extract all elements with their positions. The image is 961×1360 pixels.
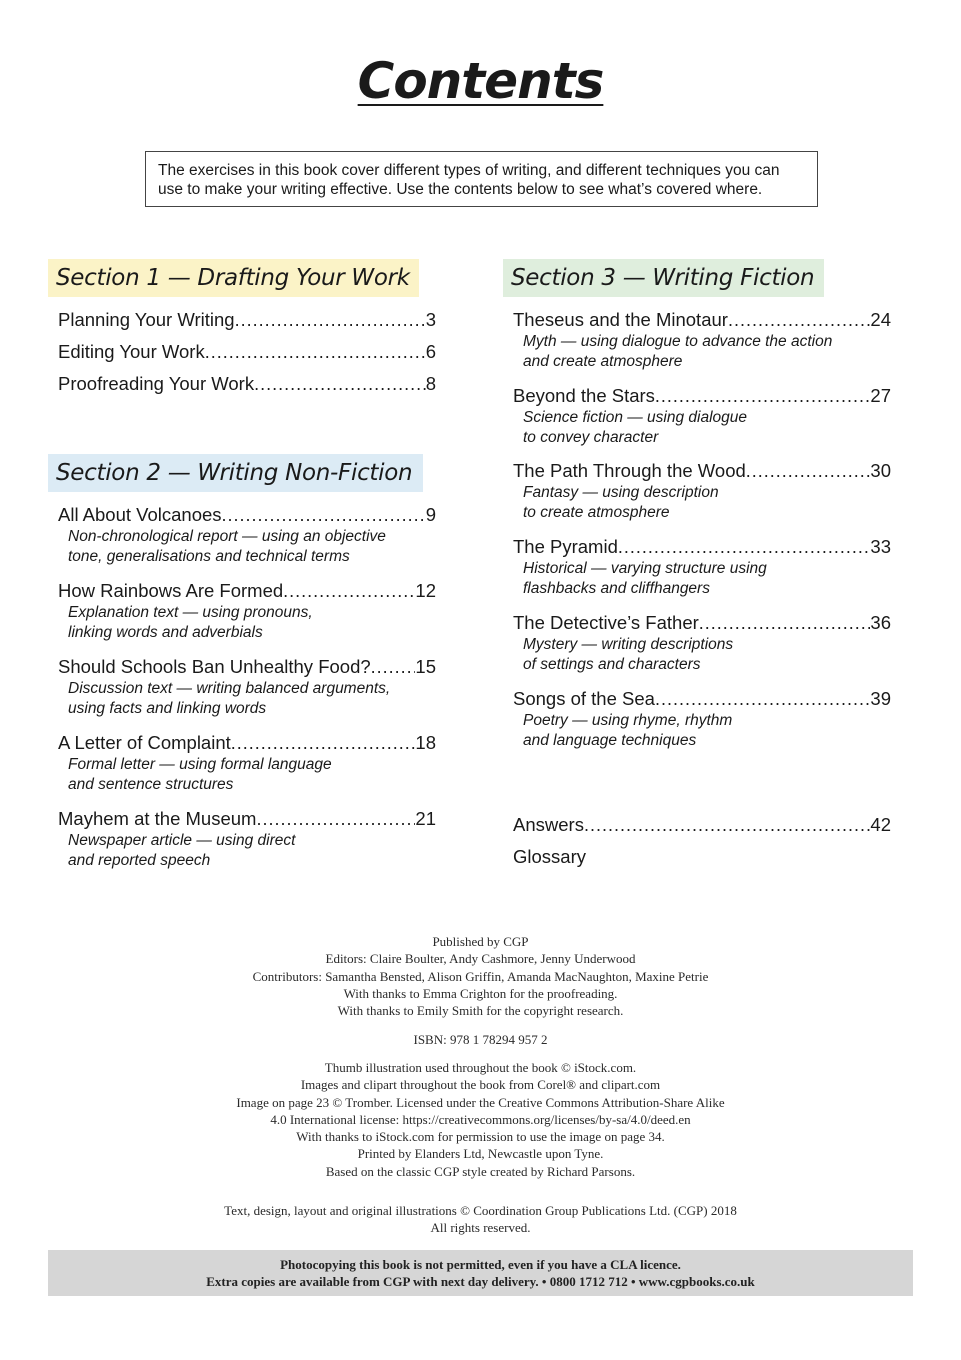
intro-line-2: use to make your writing effective. Use the contents below to see what’s covered where. [158,181,763,198]
entry-page: 21 [415,808,436,829]
entry-page: 30 [870,460,891,481]
entry-description: Poetry — using rhyme, rhythm and language techniques [523,712,733,749]
leader-dots [254,373,426,395]
entry-title: All About Volcanoes [58,504,222,525]
entry-page: 18 [415,732,436,753]
entry-title: A Letter of Complaint [58,732,231,753]
toc-entry[interactable] [58,309,436,331]
leader-dots [283,580,415,602]
section-3-heading: Section 3 — Writing Fiction [503,259,824,297]
entry-description: Fantasy — using description to create atmosphere [523,484,719,521]
footer-line-2: Extra copies are available from CGP with next day delivery. • 0800 1712 712 • www.cgpbooks.co.uk [206,1274,755,1289]
toc-entry-answers[interactable] [513,814,891,836]
toc-entry[interactable] [58,732,436,794]
entry-title: The Pyramid [513,536,618,557]
entry-description: Mystery — writing descriptions of settings and characters [523,636,734,673]
entry-description: Historical — varying structure using flashbacks and cliffhangers [523,560,767,597]
leader-dots [584,814,870,836]
entry-title: Planning Your Writing [58,309,235,330]
entry-description: Myth — using dialogue to advance the action and create atmosphere [523,333,833,370]
credits-block-1: Published by CGP Editors: Claire Boulter, Andy Cashmore, Jenny Underwood Contributors: Samantha Bensted, Alison Griffin, Amanda MacNaughton, Maxine Petrie With thanks to Emma Crighton for the proofreading. With thanks to Emily Smith for the copyright research. [252,934,709,1019]
entry-page: 12 [415,580,436,601]
footer-band [48,1250,913,1296]
entry-title: Answers [513,814,584,835]
entry-title: Theseus and the Minotaur [513,309,728,330]
toc-entry[interactable] [513,385,891,447]
entry-description: Formal letter — using formal language and sentence structures [68,756,332,793]
leader-dots [205,341,426,363]
entry-description: Discussion text — writing balanced arguments, using facts and linking words [68,680,391,717]
entry-title: Songs of the Sea [513,688,655,709]
intro-line-1: The exercises in this book cover different types of writing, and different techniques you can [158,162,780,179]
entry-page: 39 [870,688,891,709]
entry-page: 15 [415,656,436,677]
leader-dots [256,808,415,830]
isbn: ISBN: 978 1 78294 957 2 [413,1032,548,1047]
entry-page: 8 [425,373,436,394]
leader-dots [618,536,871,558]
entry-title: How Rainbows Are Formed [58,580,284,601]
entry-description: Explanation text — using pronouns, linking words and adverbials [68,604,313,641]
entry-description: Science fiction — using dialogue to convey character [523,409,748,446]
toc-entry[interactable] [513,460,891,522]
toc-entry[interactable] [58,656,436,718]
entry-page: 9 [425,504,436,525]
toc-entry[interactable] [58,580,436,642]
leader-dots [222,504,426,526]
leader-dots [728,309,870,331]
toc-entry[interactable] [58,504,436,566]
toc-entry[interactable] [58,341,436,363]
page-title: Contents [357,52,604,110]
leader-dots [231,732,416,754]
credits-block-3: Text, design, layout and original illustrations © Coordination Group Publications Ltd. (CGP) 2018 All rights reserved. [224,1203,737,1236]
credits-block-2: Thumb illustration used throughout the book © iStock.com. Images and clipart throughout the book from Corel® and clipart.com Image on page 23 © Tromber. Licensed under the Creative Commons Attribution-Share Alike 4.0 International license: https://creativecommons.org/licenses/by-sa/4.0/deed.en With thanks to iStock.com for permission to use the image on page 34. Printed by Elanders Ltd, Newcastle upon Tyne. Based on the classic CGP style created by Richard Parsons. [236,1060,725,1179]
entry-page: 36 [870,612,891,633]
section-2-heading: Section 2 — Writing Non-Fiction [48,454,423,492]
entry-title: Glossary [513,846,586,867]
leader-dots [655,688,870,710]
leader-dots [235,309,426,331]
entry-page: 24 [870,309,891,330]
entry-title: Mayhem at the Museum [58,808,257,829]
leader-dots [655,385,871,407]
toc-entry[interactable] [513,612,891,674]
leader-dots [371,656,416,678]
entry-page: 6 [425,341,436,362]
entry-title: The Detective’s Father [513,612,699,633]
entry-title: Beyond the Stars [513,385,655,406]
footer-line-1: Photocopying this book is not permitted, even if you have a CLA licence. [280,1257,681,1272]
entry-page: 42 [870,814,891,835]
entry-title: Should Schools Ban Unhealthy Food? [58,656,371,677]
toc-entry[interactable] [58,808,436,870]
leader-dots [746,460,871,482]
entry-title: The Path Through the Wood [513,460,746,481]
entry-description: Newspaper article — using direct and reported speech [68,832,296,869]
section-1-heading: Section 1 — Drafting Your Work [48,259,419,297]
intro-box [145,151,818,207]
entry-page: 27 [870,385,891,406]
leader-dots [699,612,871,634]
entry-page: 33 [870,536,891,557]
toc-entry-glossary[interactable] [513,846,891,868]
entry-title: Editing Your Work [58,341,205,362]
entry-page: 3 [425,309,436,330]
toc-entry[interactable] [513,309,891,371]
toc-entry[interactable] [513,536,891,598]
toc-entry[interactable] [513,688,891,750]
entry-description: Non-chronological report — using an objective tone, generalisations and technical terms [68,528,386,565]
toc-entry[interactable] [58,373,436,395]
entry-title: Proofreading Your Work [58,373,255,394]
